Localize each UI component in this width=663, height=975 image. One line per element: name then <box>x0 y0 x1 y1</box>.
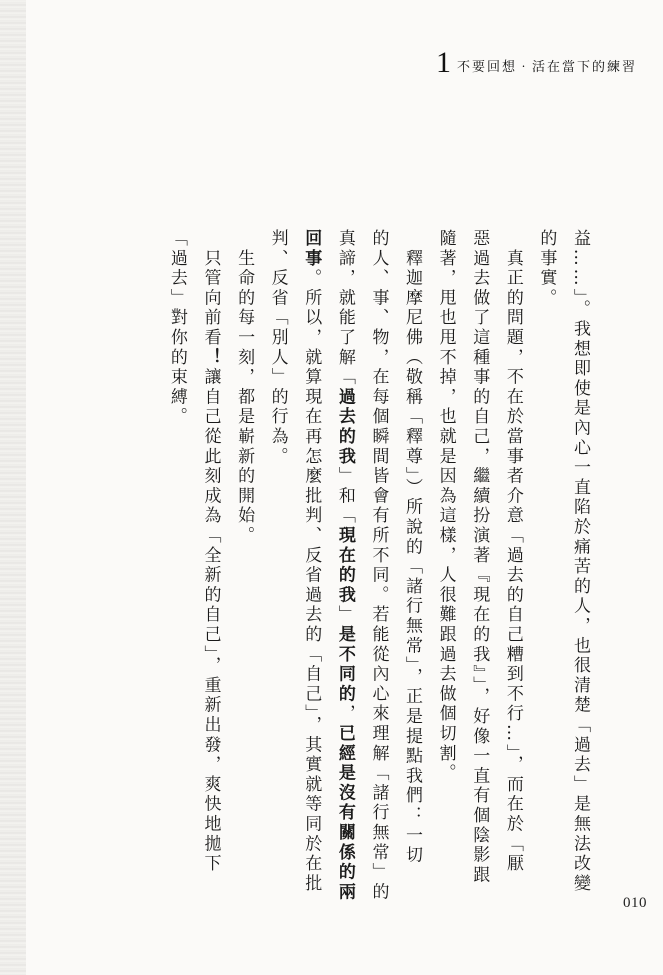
text-line <box>327 229 361 949</box>
text-line <box>394 229 428 949</box>
text-run: 的人、事、物，在每個瞬間皆會有所不同。若能從內心來理解「諸行無常」的 <box>368 229 389 903</box>
running-header <box>435 46 637 79</box>
emphasized-text: 是不同的 <box>334 625 355 705</box>
text-run: 的事實。 <box>536 229 557 309</box>
emphasized-text: ！ <box>200 347 221 368</box>
text-line <box>529 229 563 949</box>
text-run: 真正的問題，不在於當事者介意「過去的自己糟到不行…」，而在於「厭 <box>502 229 523 874</box>
emphasized-text: 現在的我 <box>334 526 355 606</box>
text-line <box>462 229 496 949</box>
text-run: 「過去」對你的束縛。 <box>166 229 187 427</box>
emphasized-text: 回事 <box>301 229 322 269</box>
text-run: 只管向前看 <box>200 229 221 348</box>
text-run: 」 <box>334 605 355 626</box>
text-run: 隨著，甩也甩不掉，也就是因為這樣，人很難跟過去做個切割。 <box>435 229 456 784</box>
text-line <box>294 229 328 949</box>
text-run: 讓自己從此刻成為「全新的自己」，重新出發，爽快地拋下 <box>200 367 221 874</box>
chapter-title: 不要回想‧活在當下的練習 <box>456 60 637 75</box>
text-line <box>361 229 395 949</box>
text-line <box>260 229 294 949</box>
text-line <box>495 229 529 949</box>
text-run: 釋迦摩尼佛（敬稱「釋尊」）所說的「諸行無常」，正是提點我們：一切 <box>402 229 423 866</box>
text-run: 判、反省「別人」的行為。 <box>267 229 288 467</box>
text-line <box>159 229 193 949</box>
text-line <box>562 229 596 949</box>
text-run: 」和「 <box>334 466 355 527</box>
text-run: 真諦，就能了解「 <box>334 229 355 388</box>
emphasized-text: 已經是沒有關係的兩 <box>334 724 355 903</box>
page-number: 010 <box>623 895 647 911</box>
page-edge-texture <box>0 0 26 975</box>
text-line <box>428 229 462 949</box>
text-run: 益……」。我想即使是內心一直陷於痛苦的人，也很清楚「過去」是無法改變 <box>570 229 590 894</box>
emphasized-text: 過去的我 <box>334 387 355 467</box>
text-line <box>226 229 260 949</box>
text-run: 惡過去做了這種事的自己，繼續扮演著『現在的我』」，好像一直有個陰影跟 <box>469 229 490 886</box>
text-run: ， <box>334 704 355 725</box>
text-run: 生命的每一刻，都是嶄新的開始。 <box>234 229 255 546</box>
text-line <box>193 229 227 949</box>
chapter-number: 1 <box>435 46 451 79</box>
text-run: 。所以，就算現在再怎麼批判、反省過去的「自己」，其實就等同於在批 <box>301 268 322 894</box>
body-text <box>159 229 596 949</box>
